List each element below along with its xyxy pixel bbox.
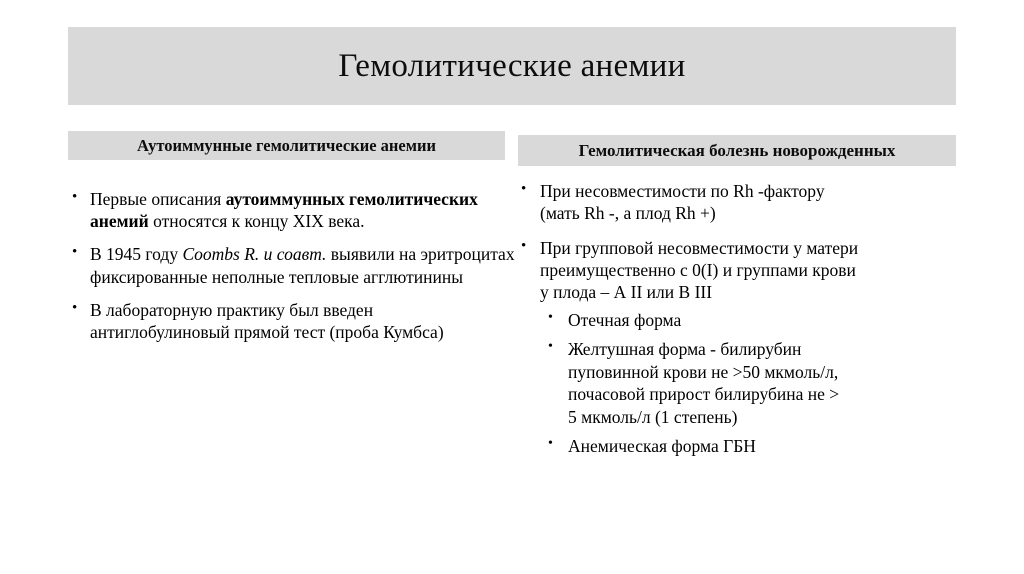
list-item <box>66 243 516 287</box>
bullet-text-segment: выявили на эритроцитах фиксированные неполные тепловые агглютинины <box>90 244 515 287</box>
slide-title-banner <box>68 27 956 105</box>
bullet-text-segment: В лабораторную практику был введен антиглобулиновый прямой тест (проба Кумбса) <box>90 299 444 343</box>
left-bullet-list <box>66 188 516 343</box>
bullet-text-segment: относятся к концу XIX века. <box>148 211 365 232</box>
left-column-body <box>66 188 516 354</box>
bullet-line: • При групповой несовместимости у матери <box>540 238 859 259</box>
bullet-line: преимущественно с 0(I) и группами крови <box>540 260 856 281</box>
list-item <box>514 180 966 224</box>
left-column-header-label: Аутоиммунные гемолитические анемии <box>136 135 437 155</box>
sub-bullet-line: • Анемическая форма ГБН <box>568 435 756 456</box>
right-column-header <box>518 135 956 166</box>
list-item <box>514 237 966 458</box>
right-column-body <box>514 180 966 471</box>
sub-bullet-line: пуповинной крови не >50 мкмоль/л, <box>568 361 839 382</box>
list-item <box>66 188 516 232</box>
bullet-text-segment: Первые описания <box>90 189 226 209</box>
list-item <box>540 435 966 458</box>
left-column-header <box>68 131 505 160</box>
bullet-line: у плода – А II или В III <box>540 282 713 303</box>
right-bullet-list <box>514 180 966 458</box>
list-item <box>540 309 966 332</box>
bullet-text-segment-bold: аутоиммунных гемолитических анемий <box>90 189 478 232</box>
right-sub-bullet-list <box>540 309 966 458</box>
bullet-line: (мать Rh -, а плод Rh +) <box>540 203 716 224</box>
sub-bullet-line: 5 мкмоль/л (1 степень) <box>568 407 738 428</box>
bullet-line: • При несовместимости по Rh -фактору <box>540 181 825 201</box>
list-item <box>540 338 966 429</box>
list-item <box>66 299 516 343</box>
sub-bullet-line: • Желтушная форма - билирубин <box>568 338 802 359</box>
bullet-text-segment: В 1945 году <box>90 244 183 265</box>
bullet-text-segment-italic: Coombs R. и соавт. <box>182 244 327 265</box>
sub-bullet-line: • Отечная форма <box>568 310 682 331</box>
right-column-header-label: Гемолитическая болезнь новорожденных <box>578 140 896 160</box>
page-title: Гемолитические анемии <box>338 47 686 84</box>
sub-bullet-line: почасовой прирост билирубина не > <box>568 384 840 405</box>
